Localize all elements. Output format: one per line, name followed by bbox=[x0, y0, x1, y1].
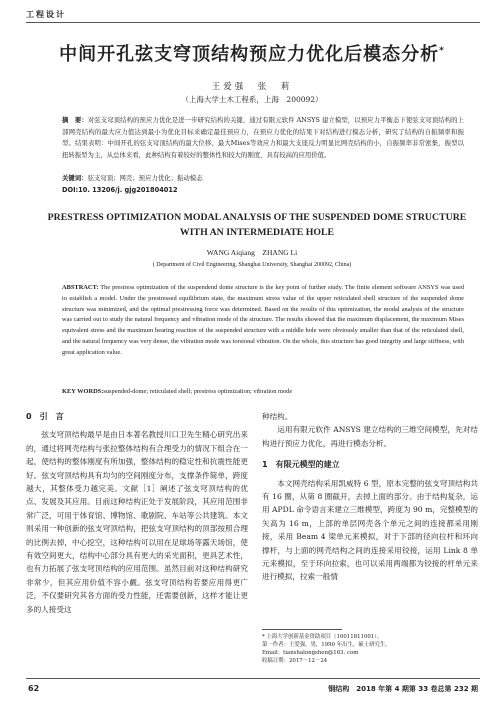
footnote-received-date: 收稿日期：2017－12－24 bbox=[262, 658, 328, 664]
chinese-abstract-label: 摘 要： bbox=[62, 116, 88, 124]
author-affiliation: （上海大学土木工程系，上海 200092） bbox=[181, 95, 323, 104]
chinese-keywords-text: 弦支穹顶；网壳；预应力优化；振动模态 bbox=[87, 174, 203, 182]
body-paragraph: 种结构。 bbox=[262, 412, 293, 421]
right-column bbox=[262, 410, 478, 584]
english-abstract bbox=[62, 283, 464, 359]
author-list: 王爱强 张 莉 bbox=[211, 82, 293, 92]
body-paragraph: 本文网壳结构采用凯威特 6 型，原本完整的弦支穹顶结构共有 16 圈，从第 8 圈截开，去掉上面的部分。由于结构复杂，运用 APDL 命令语言来建立三维模型，跨度为 90 m，完整模型的矢高为 16 m，上部的单层网壳各个单元之间的连接都采用刚接，采用 Beam 4 梁单元来模拟，对于下部的径向拉杆和环向撑杆，与上面的网壳结构之间的连接采用铰接，运用 Link 8 单元来模拟，至于环向拉索，也可以采用两端都为铰接的杆单元来进行模拟，拉索一般情 bbox=[262, 478, 478, 582]
running-header: 工程设计 bbox=[26, 9, 66, 19]
section-heading-introduction: 0 引 言 bbox=[26, 412, 64, 421]
body-paragraph: 弦支穹顶结构最早是由日本著名教授川口卫先生精心研究出来的，通过将网壳结构与张拉整体结构有合理受力的情况下组合在一起，使结构的整体刚度有所加强，整体结构的稳定性和抗震性能更好。弦支穹顶结构具有均匀的空间刚度分布，支撑条件简单，跨度越大，其整体受力越完美。文献［1］阐述了弦支穹顶结构的优点、发展及其应用。目前这种结构正处于发展阶段，其应用范围非常广泛，可用于体育馆、博物馆、歌剧院、车站等公共建筑。本文则采用一种创新的弦支穹顶结构，把弦支穹顶结构的顶部按照合理的比例去掉，中心挖空，这种结构可以用在足球场等露天场馆，使有效空间更大，结构中心部分具有更大的采光面积，更具艺术性，也有力拓展了弦支穹顶结构的应用范围。虽然目前对这种结构研究非常少，但其应用价值不容小觑。弦支穹顶结构若要应用得更广泛，不仅要研究其各方面的受力性能，还需要创新，这样才能让更多的人接受这 bbox=[26, 430, 248, 614]
paper-title bbox=[0, 40, 504, 66]
doi[interactable]: DOI:10. 13206/j. gjg201804012 bbox=[62, 186, 178, 194]
footnote bbox=[262, 633, 478, 665]
footer-divider bbox=[26, 678, 480, 679]
title-footnote-mark: * bbox=[439, 46, 445, 56]
left-column bbox=[26, 410, 248, 616]
english-keywords bbox=[62, 388, 464, 395]
footnote-divider bbox=[262, 629, 342, 630]
page-number: 62 bbox=[28, 684, 40, 693]
english-keywords-label: KEY WORDS: bbox=[62, 388, 104, 395]
english-keywords-text: suspended-dome; reticulated shell; prestress optimization; vibration mode bbox=[103, 388, 293, 395]
english-abstract-text: The prestress optimization of the suspendend dome structure is the key point of further study. The finite element software ANSYS was used to establish a model. Under the prestressed equilibrium state, the maximum stress value of the upper reticulated shell structure of the suspended dome structure was minimized, and the optimal prestressing force was determined. Based on the results of this optimization, the modal analysis of the structure was carried out to study the natural frequency and vibration mode of the structure. The results showed that the maximum displacement, the maximum Mises equivalent stress and the maximum bearing reaction of the suspended structure with a middle hole were obviously smaller than that of the reticulated shell, and the natural frequency was very dense, the vibration mode was torsional vibration. On the whole, this structure has good integrity and large stiffness, with great application value. bbox=[62, 284, 464, 356]
chinese-keywords-label: 关键词： bbox=[62, 174, 88, 182]
english-abstract-label: ABSTRACT: bbox=[62, 284, 99, 291]
chinese-abstract-text: 对弦支穹顶结构的预应力优化是进一步研究结构的关键，通过有限元软件 ANSYS 建立模型，以预应力平衡态下使弦支穹顶结构的上部网壳结构的最大应力值达到最小为优化目标来确定最佳预应力，在预应力优化的结果下对结构进行模态分析，研究了结构的自振频率和振型。结果表明：中间开孔的弦支穹顶结构的最大位移、最大Mises等效应力和最大支座反力明显比网壳结构的小，自振频率非常密集，振型以扭转振型为主，从总体来看，此种结构有着较好的整体性和较大的刚度，具有较高的应用价值。 bbox=[62, 116, 464, 159]
chinese-abstract bbox=[62, 115, 464, 161]
section-heading-fem-model: 1 有限元模型的建立 bbox=[262, 460, 340, 470]
footnote-email[interactable]: Email：tianshalongshen@163. com bbox=[262, 650, 359, 656]
english-title: PRESTRESS OPTIMIZATION MODAL ANALYSIS OF THE SUSPENDED DOME STRUCTURE WITH AN INTERMEDIATE HOLE bbox=[47, 212, 467, 238]
footnote-funding: * 上海大学创新基金资助项目（10011811001）。 bbox=[262, 634, 383, 640]
journal-info: 钢结构 2018 年第 4 期第 33 卷总第 232 期 bbox=[328, 685, 478, 693]
english-affiliation: ( Department of Civil Engineering, Shanghai University, Shanghai 200092, China) bbox=[152, 262, 352, 268]
paper-title-text: 中间开孔弦支穹顶结构预应力优化后模态分析 bbox=[59, 44, 440, 65]
chinese-keywords bbox=[62, 173, 464, 182]
body-paragraph: 运用有限元软件 ANSYS 建立结构的三维空间模型，先对结构进行预应力优化，再进行模态分析。 bbox=[262, 425, 478, 448]
footnote-author: 第一作者：王爱强，男，1990 年出生，硕士研究生。 bbox=[262, 642, 391, 648]
english-author-list: WANG Aiqiang ZHANG Li bbox=[206, 248, 298, 257]
header-divider bbox=[26, 22, 480, 23]
